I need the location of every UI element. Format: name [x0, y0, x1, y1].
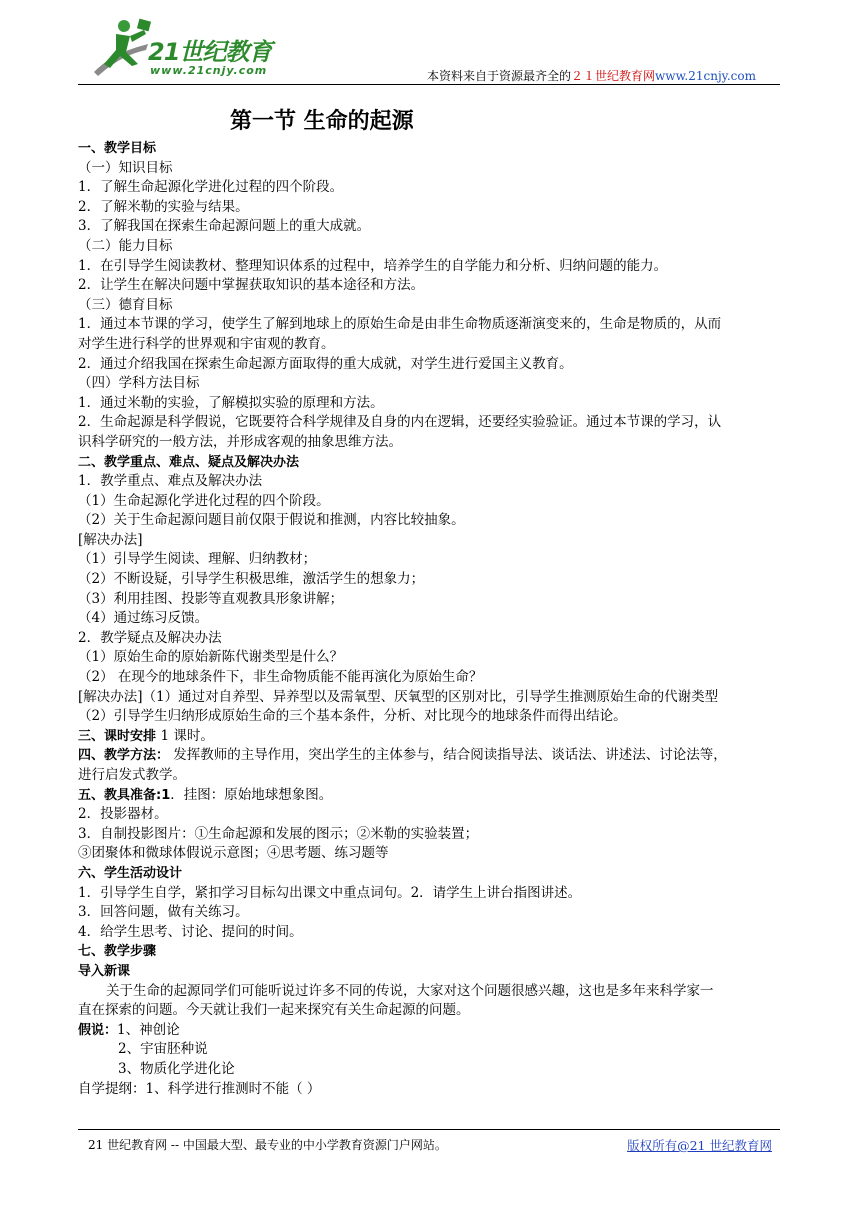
text-line [78, 648, 782, 668]
line-text: 2．教学疑点及解决办法 [78, 629, 222, 646]
text-line [78, 433, 782, 453]
text-line [78, 198, 782, 218]
line-text: 1．了解生命起源化学进化过程的四个阶段。 [78, 179, 344, 196]
line-text: [解决办法] [78, 531, 143, 548]
text-line [78, 844, 782, 864]
text-line [78, 1021, 782, 1041]
line-text: （四）学科方法目标 [78, 375, 200, 392]
text-line [78, 609, 782, 629]
footer-copyright-link[interactable]: 版权所有@21 世纪教育网 [627, 1138, 772, 1153]
runner-icon [86, 16, 156, 80]
text-line [78, 903, 782, 923]
line-heading: 五、教具准备:1 [78, 787, 171, 803]
text-line [78, 962, 782, 982]
text-line [78, 668, 782, 688]
line-text: 1．通过本节课的学习，使学生了解到地球上的原始生命是由非生命物质逐渐演变来的，生命是物质的，从而 [78, 316, 722, 333]
line-text: 4．给学生思考、讨论、提问的时间。 [78, 923, 303, 940]
line-text: （2）不断设疑，引导学生积极思维，激活学生的想象力； [78, 571, 425, 588]
text-line [78, 688, 782, 708]
line-text: 2．生命起源是科学假说，它既要符合科学规律及自身的内在逻辑，还要经实验验证。通过本节课的学习，认 [78, 414, 722, 431]
line-text: ③团聚体和微球体假说示意图；④思考题、练习题等 [78, 845, 389, 862]
text-line [78, 590, 782, 610]
line-text: （二）能力目标 [78, 237, 173, 254]
text-line [78, 825, 782, 845]
logo-url: www.21cnjy.com [150, 64, 268, 77]
footer-divider [78, 1129, 780, 1130]
line-text: 2．通过介绍我国在探索生命起源方面取得的重大成就，对学生进行爱国主义教育。 [78, 355, 573, 372]
document-body [78, 139, 782, 1099]
header-note [427, 67, 756, 84]
text-line [78, 1040, 782, 1060]
text-line [78, 257, 782, 277]
text-line [78, 178, 782, 198]
header-divider [78, 84, 780, 85]
text-line [78, 942, 782, 962]
line-text: （2）关于生命起源问题目前仅限于假说和推测，内容比较抽象。 [78, 512, 465, 529]
text-line [78, 923, 782, 943]
line-text: 2．投影器材。 [78, 806, 168, 823]
text-line [78, 453, 782, 473]
text-line [78, 727, 782, 747]
text-line [78, 315, 782, 335]
line-text: 七、教学步骤 [78, 944, 157, 960]
site-logo[interactable] [86, 14, 286, 82]
header-note-site: ２１世纪教育网 [571, 69, 656, 83]
line-text: 发挥教师的主导作用，突出学生的主体参与，结合阅读指导法、谈话法、讲述法、讨论法等， [169, 747, 727, 764]
line-text: [解决办法]（1）通过对自养型、异养型以及需氧型、厌氧型的区别对比，引导学生推测原始生命的代谢类型 [78, 688, 719, 705]
text-line [78, 394, 782, 414]
line-text: （1）引导学生阅读、理解、归纳教材； [78, 551, 317, 568]
line-text: （3）利用挂图、投影等直观教具形象讲解； [78, 590, 344, 607]
text-line [78, 374, 782, 394]
header-note-prefix: 本资料来自于资源最齐全的 [427, 69, 572, 83]
line-text: （1）生命起源化学进化过程的四个阶段。 [78, 492, 330, 509]
line-text: 自学提纲：1、科学进行推测时不能（ ） [78, 1080, 321, 1097]
text-line [78, 766, 782, 786]
page-header [78, 14, 780, 84]
text-line [78, 296, 782, 316]
text-line [78, 1080, 782, 1100]
line-text: 1．教学重点、难点及解决办法 [78, 473, 263, 490]
line-text: 一、教学目标 [78, 141, 157, 156]
text-line [78, 629, 782, 649]
line-text: 3、物质化学进化论 [118, 1060, 235, 1077]
text-line [78, 139, 782, 159]
text-line [78, 884, 782, 904]
text-line [78, 786, 782, 806]
text-line [78, 746, 782, 766]
text-line [78, 276, 782, 296]
text-line [78, 413, 782, 433]
text-line [78, 982, 782, 1002]
line-heading: 假说： [78, 1022, 118, 1038]
text-line [78, 237, 782, 257]
header-note-url[interactable]: www.21cnjy.com [655, 69, 756, 83]
line-text: 2、宇宙胚种说 [118, 1041, 208, 1058]
line-text: 识科学研究的一般方法，并形成客观的抽象思维方法。 [78, 433, 402, 450]
text-line [78, 707, 782, 727]
text-line [78, 511, 782, 531]
text-line [78, 472, 782, 492]
line-text: 1、神创论 [117, 1021, 180, 1038]
line-text: 1．引导学生自学，紧扣学习目标勾出课文中重点词句。2．请学生上讲台指图讲述。 [78, 884, 582, 901]
text-line [78, 531, 782, 551]
line-text: 1．通过米勒的实验，了解模拟实验的原理和方法。 [78, 394, 384, 411]
text-line [78, 570, 782, 590]
text-line [78, 1060, 782, 1080]
line-text: 3．了解我国在探索生命起源问题上的重大成就。 [78, 218, 371, 235]
line-text: 关于生命的起源同学们可能听说过许多不同的传说，大家对这个问题很感兴趣，这也是多年来科学家一 [106, 982, 714, 999]
line-text: 1．在引导学生阅读教材、整理知识体系的过程中，培养学生的自学能力和分析、归纳问题的能力。 [78, 257, 668, 274]
line-text: （2）引导学生归纳形成原始生命的三个基本条件，分析、对比现今的地球条件而得出结论。 [78, 708, 627, 725]
line-heading: 四、教学方法： [78, 748, 170, 764]
line-text: 2．让学生在解决问题中掌握获取知识的基本途径和方法。 [78, 277, 425, 294]
text-line [78, 805, 782, 825]
line-text: 直在探索的问题。今天就让我们一起来探究有关生命起源的问题。 [78, 1002, 470, 1019]
line-text: 3．回答问题，做有关练习。 [78, 904, 249, 921]
text-line [78, 159, 782, 179]
line-text: （一）知识目标 [78, 159, 173, 176]
line-heading: 三、课时安排 [78, 728, 161, 744]
line-text: 六、学生活动设计 [78, 865, 183, 881]
line-text: 导入新课 [78, 963, 131, 979]
line-text: 1 课时。 [160, 727, 214, 744]
line-text: 3．自制投影图片：①生命起源和发展的图示；②米勒的实验装置； [78, 825, 479, 842]
text-line [78, 1001, 782, 1021]
text-line [78, 492, 782, 512]
line-text: 二、教学重点、难点、疑点及解决办法 [78, 454, 300, 470]
logo-text: 21世纪教育 [148, 38, 272, 66]
line-text: （2） 在现今的地球条件下，非生命物质能不能再演化为原始生命？ [78, 669, 483, 686]
line-text: （4）通过练习反馈。 [78, 610, 209, 627]
text-line [78, 355, 782, 375]
page-title: 第一节 生命的起源 [230, 109, 414, 134]
line-text: 2．了解米勒的实验与结果。 [78, 198, 249, 215]
footer-text: 21 世纪教育网 -- 中国最大型、最专业的中小学教育资源门户网站。 [88, 1138, 447, 1152]
text-line [78, 335, 782, 355]
text-line [78, 550, 782, 570]
line-text: 进行启发式教学。 [78, 767, 186, 783]
line-text: （三）德育目标 [78, 296, 173, 313]
text-line [78, 217, 782, 237]
line-text: 对学生进行科学的世界观和宇宙观的教育。 [78, 335, 335, 352]
line-text: （1）原始生命的原始新陈代谢类型是什么？ [78, 649, 344, 666]
text-line [78, 864, 782, 884]
line-text: ．挂图：原始地球想象图。 [170, 786, 333, 803]
